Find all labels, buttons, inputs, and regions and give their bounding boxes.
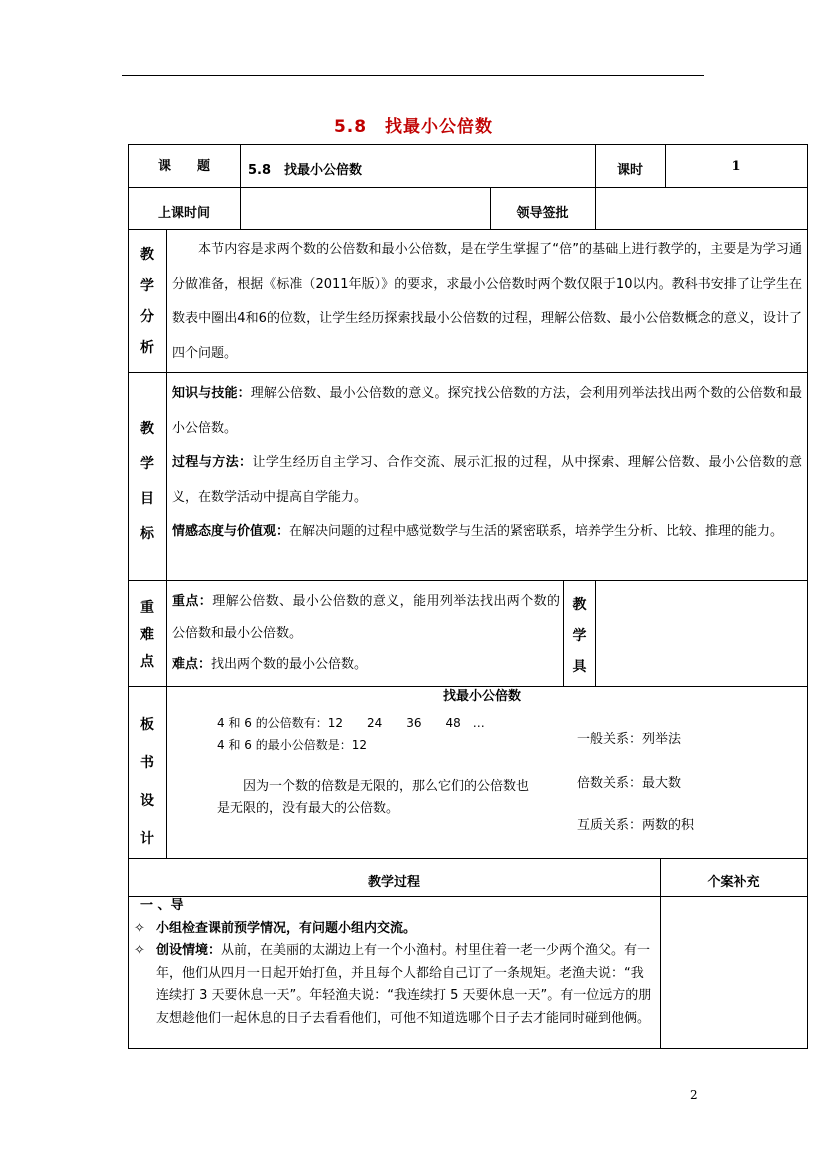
hours-value: 1 [731, 159, 741, 174]
board-relation-3: 互质关系：两数的积 [577, 818, 695, 833]
board-paragraph: 因为一个数的倍数是无限的，那么它们的公倍数也是无限的，没有最大的公倍数。 [217, 779, 530, 816]
process-item-1: ✧ 小组检查课前预学情况，有问题小组内交流。 [134, 918, 654, 941]
analysis-text: 本节内容是求两个数的公倍数和最小公倍数，是在学生掌握了“倍”的基础上进行教学的，主要是为学习通分做准备，根据《标准（2011年版）》的要求，求最小公倍数时两个数仅限于10以内。教科书安排了让学生在数表中圈出4和6的位数，让学生经历探索找最小公倍数的过程，理解公倍数、最小公倍数概念的意义，设计了四个问题。 [172, 242, 802, 361]
key-label: 重 难 点 [140, 600, 154, 670]
key-text [172, 586, 560, 681]
goal-emotion: 情感态度与价值观：在解决问题的过程中感觉数学与生活的紧密联系，培养学生分析、比较、推理的能力。 [172, 524, 784, 539]
header-rule [122, 75, 704, 76]
difficulty-point: 难点：找出两个数的最小公倍数。 [172, 657, 368, 672]
hours-label: 课时 [616, 163, 643, 178]
analysis-label: 教 学 分 析 [140, 247, 154, 356]
diamond-bullet-icon: ✧ [134, 943, 145, 958]
board-relation-1: 一般关系：列举法 [577, 732, 682, 747]
leader-label: 领导签批 [516, 206, 569, 221]
tools-label: 教 学 具 [572, 597, 587, 675]
board-heading: 找最小公倍数 [443, 689, 522, 704]
board-line-2: 4 和 6 的最小公倍数是：12 [217, 738, 367, 752]
page-number: 2 [690, 1088, 698, 1102]
board-label: 板 书 设 计 [140, 717, 154, 847]
diamond-bullet-icon: ✧ [134, 920, 145, 936]
supplement-label: 个案补充 [707, 875, 760, 890]
process-section: 一 、导 [140, 898, 184, 913]
board-relation-2: 倍数关系：最大数 [577, 776, 682, 791]
topic-value: 5.8 找最小公倍数 [248, 163, 363, 178]
process-item-2: ✧ 创设情境：从前，在美丽的太湖边上有一个小渔村。村里住着一老一少两个渔父。有一年，他们从四月一日起开始打鱼，并且每个人都给自己订了一条规矩。老渔夫说：“我连续打 3 天要休息一天”。年轻渔夫说：“我连续打 5 天要休息一天”。有一位远方的朋友想趁他们一起休息的日子去看看他们，可他不知道选哪个日子去才能同时碰到他俩。 [134, 940, 654, 1030]
goals-label: 教 学 目 标 [140, 421, 154, 542]
goal-process: 过程与方法：让学生经历自主学习、合作交流、展示汇报的过程，从中探索、理解公倍数、最小公倍数的意义，在数学活动中提高自学能力。 [172, 455, 802, 505]
goals-text [172, 377, 802, 550]
board-line-1: 4 和 6 的公倍数有：12 24 36 48 … [217, 716, 485, 730]
key-point: 重点：理解公倍数、最小公倍数的意义，能用列举法找出两个数的公倍数和最小公倍数。 [172, 594, 560, 641]
process-content [134, 895, 654, 1030]
topic-label: 课 题 [157, 159, 210, 174]
process-label: 教学过程 [367, 875, 420, 890]
page-title: 5.8 找最小公倍数 [333, 117, 494, 137]
goal-knowledge: 知识与技能：理解公倍数、最小公倍数的意义。探究找公倍数的方法，会利用列举法找出两个数的公倍数和最小公倍数。 [172, 386, 802, 436]
class-time-label: 上课时间 [157, 206, 210, 221]
